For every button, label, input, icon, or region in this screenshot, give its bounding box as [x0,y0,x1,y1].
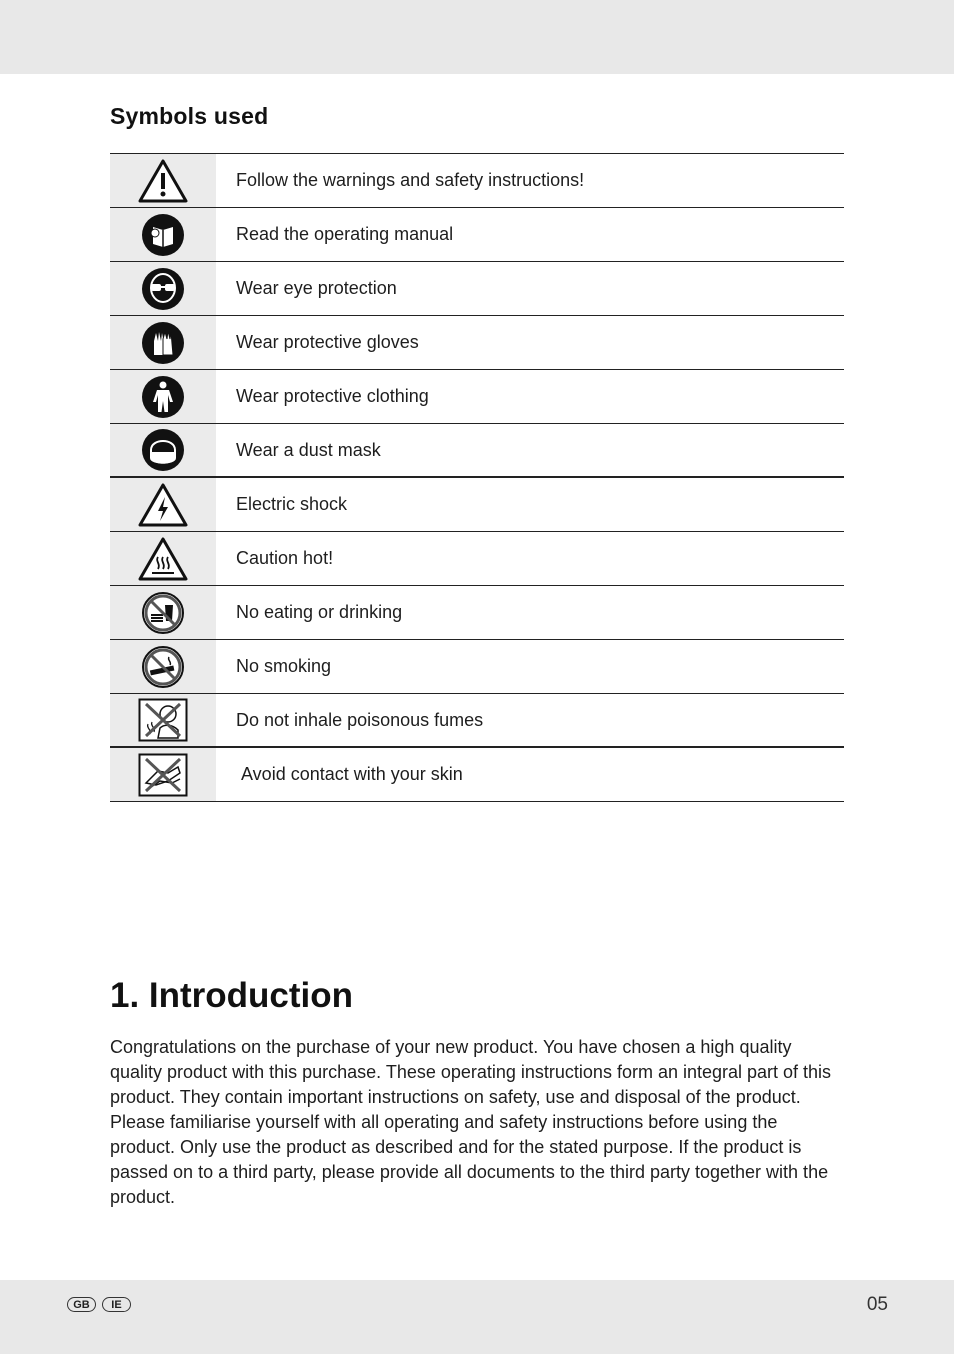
avoid-skin-contact-icon [138,753,188,797]
symbol-label: Wear protective gloves [236,332,419,352]
no-smoking-icon [141,645,185,689]
symbols-table [110,153,844,802]
caution-hot-icon [138,537,188,581]
electric-shock-icon [138,483,188,527]
protective-clothing-icon [141,375,185,419]
symbol-label: Avoid contact with your skin [241,764,463,784]
section-title: Symbols used [110,103,269,129]
symbol-label: Wear eye protection [236,278,397,298]
symbol-label: Follow the warnings and safety instructions! [236,170,585,190]
read-manual-icon [141,213,185,257]
no-inhale-fumes-icon [138,698,188,742]
introduction-paragraph: Congratulations on the purchase of your new product. You have chosen a high quality quality product with this purchase. These operating instructions form an integral part of this product. They contain important instructions on safety, use and disposal of the product. Please familiarise yourself with all operating and safety instructions before using the product. Only use the product as described and for the stated purpose. If the product is passed on to a third party, please provide all documents to the third party together with the product. [110,1037,832,1207]
symbol-row [110,640,844,694]
language-badge-ie: IE [102,1297,131,1312]
page-number: 05 [866,1294,888,1315]
symbol-label: Wear a dust mask [236,439,381,460]
symbol-label: No smoking [236,656,332,676]
symbol-label: Caution hot! [236,548,334,568]
symbol-label: Electric shock [236,494,348,514]
protective-gloves-icon [141,321,185,365]
symbol-label: Wear protective clothing [236,386,429,406]
symbol-label: Do not inhale poisonous fumes [236,709,484,730]
symbol-row [110,478,844,532]
dust-mask-icon [141,428,185,472]
symbol-row [110,316,844,370]
symbol-label: Read the operating manual [236,224,454,244]
symbol-row [110,748,844,802]
symbol-row [110,586,844,640]
language-badge-gb: GB [67,1297,96,1312]
symbol-row [110,694,844,748]
eye-protection-icon [141,267,185,311]
symbol-row [110,532,844,586]
header-band [0,0,954,74]
symbol-row [110,370,844,424]
warning-triangle-icon [138,159,188,203]
symbol-label: No eating or drinking [236,602,403,622]
no-eating-drinking-icon [141,591,185,635]
symbol-row [110,424,844,478]
introduction-heading: 1. Introduction [110,976,354,1015]
symbol-row [110,154,844,208]
symbol-row [110,208,844,262]
symbol-row [110,262,844,316]
language-badges [67,1297,131,1312]
footer-band [0,1280,954,1354]
